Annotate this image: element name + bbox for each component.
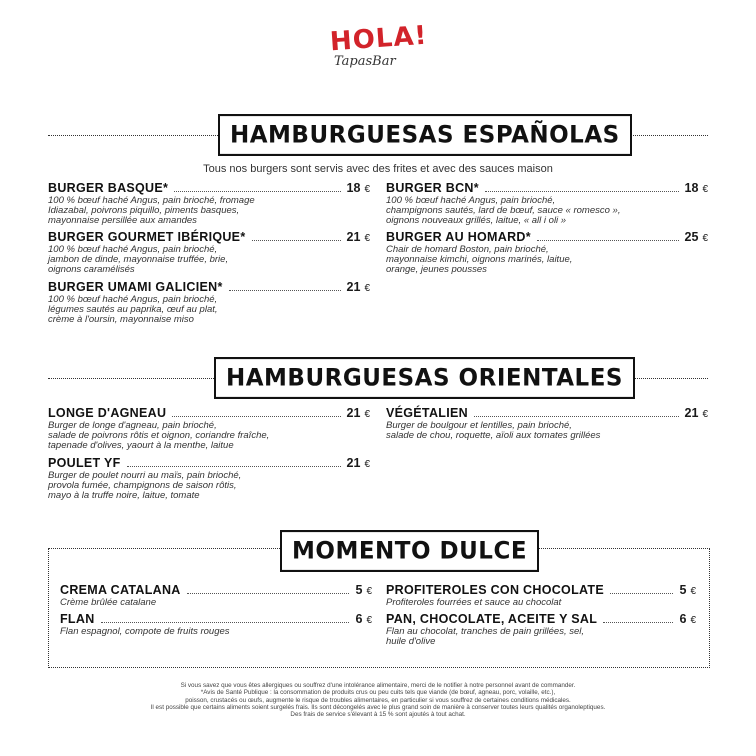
item-price: 21 € <box>346 280 370 294</box>
item-name: PROFITEROLES CON CHOCOLATE <box>386 583 604 597</box>
leader-dots <box>474 406 679 417</box>
item-name: FLAN <box>60 612 95 626</box>
item-description: Burger de longe d'agneau, pain brioché, salade de poivrons rôtis et oignon, coriandre fraîche, tapenade d'olives, yaourt à la menthe, laitue <box>48 420 270 451</box>
menu-item <box>386 181 708 226</box>
leader-dots <box>101 612 350 623</box>
leader-dots <box>603 612 673 623</box>
item-description: Burger de poulet nourri au maïs, pain brioché, provola fumée, champignons de saison rôtis, mayo à la truffe noire, laitue, tomate <box>48 470 242 501</box>
item-description: Flan au chocolat, tranches de pain grillées, sel, huile d'olive <box>386 626 585 647</box>
item-description: Crème brûlée catalane <box>60 597 157 608</box>
item-name: BURGER UMAMI GALICIEN* <box>48 280 223 294</box>
menu-item <box>48 406 370 451</box>
menu-item <box>386 612 696 647</box>
item-name: BURGER AU HOMARD* <box>386 230 531 244</box>
footer-line: poisson, crustacés ou œufs, augmente le risque de troubles alimentaires, en particulier si vous souffrez de certaines conditions médicales. <box>185 696 571 704</box>
menu-item <box>60 612 372 637</box>
footer-line: Si vous savez que vous êtes allergiques ou souffrez d'une intolérance alimentaire, merci de le notifier à notre personnel avant de commander. <box>180 682 576 689</box>
menu-item <box>60 583 372 608</box>
item-name: BURGER BCN* <box>386 181 479 195</box>
leader-dots <box>537 230 679 241</box>
leader-dots <box>174 181 340 192</box>
item-name: BURGER GOURMET IBÉRIQUE* <box>48 230 246 244</box>
menu-item <box>48 181 370 226</box>
logo <box>318 20 429 80</box>
item-price: 25 € <box>684 230 708 244</box>
leader-dots <box>485 181 679 192</box>
item-name: CREMA CATALANA <box>60 583 181 597</box>
item-name: BURGER BASQUE* <box>48 181 169 195</box>
item-price: 6 € <box>355 612 372 626</box>
logo-hola-text: HOLA! <box>329 20 429 58</box>
logo-tapas-text: TapasBar <box>334 54 396 69</box>
section-title-orientales: HAMBURGUESAS ORIENTALES <box>214 357 635 399</box>
item-price: 21 € <box>346 406 370 420</box>
item-price: 5 € <box>355 583 372 597</box>
menu-item <box>48 456 370 501</box>
leader-dots <box>610 583 673 594</box>
item-name: VÉGÉTALIEN <box>386 406 468 420</box>
leader-dots <box>172 406 340 417</box>
item-description: 100 % bœuf haché Angus, pain brioché, légumes sautés au paprika, œuf au plat, crème à l'oursin, mayonnaise miso <box>48 294 218 325</box>
footer-line: *Avis de Santé Publique : la consommation de produits crus ou peu cuits tels que viande (de bœuf, agneau, porc, volaille, etc.), <box>200 689 556 697</box>
item-description: 100 % bœuf haché Angus, pain brioché, champignons sautés, lard de bœuf, sauce « romesco », oignons nouveaux grillés, laitue, « all i oli » <box>386 195 621 226</box>
menu-item <box>386 583 696 608</box>
leader-dots <box>229 280 341 291</box>
item-price: 6 € <box>679 612 696 626</box>
item-description: Burger de boulgour et lentilles, pain brioché, salade de chou, roquette, aïoli aux tomates grillées <box>386 420 601 441</box>
item-name: POULET YF <box>48 456 121 470</box>
footer-notice <box>0 682 756 718</box>
section-title-espanolas: HAMBURGUESAS ESPAÑOLAS <box>218 114 632 156</box>
section-title-dulce: MOMENTO DULCE <box>280 530 539 572</box>
item-price: 21 € <box>684 406 708 420</box>
item-price: 21 € <box>346 230 370 244</box>
section-intro: Tous nos burgers sont servis avec des frites et avec des sauces maison <box>203 163 553 175</box>
item-description: Profiteroles fourrées et sauce au chocolat <box>386 597 562 608</box>
menu-item <box>48 280 370 325</box>
item-description: Chair de homard Boston, pain brioché, mayonnaise kimchi, oignons marinés, laitue, orange, jeunes pousses <box>386 244 573 275</box>
item-price: 5 € <box>679 583 696 597</box>
item-name: PAN, CHOCOLATE, ACEITE Y SAL <box>386 612 598 626</box>
menu-item <box>48 230 370 275</box>
leader-dots <box>127 456 341 467</box>
item-description: Flan espagnol, compote de fruits rouges <box>60 626 230 637</box>
menu-item <box>386 230 708 275</box>
item-price: 18 € <box>684 181 708 195</box>
item-price: 18 € <box>346 181 370 195</box>
item-price: 21 € <box>346 456 370 470</box>
leader-dots <box>187 583 350 594</box>
item-description: 100 % bœuf haché Angus, pain brioché, jambon de dinde, mayonnaise truffée, brie, oignons caramélisés <box>48 244 229 275</box>
footer-line: Il est possible que certains aliments soient surgelés frais. Ils sont décongelés avec le plus grand soin de manière à conserver toutes leurs qualités organoleptiques. <box>150 703 606 711</box>
footer-line: Des frais de service s'élevant à 15 % sont ajoutés à tout achat. <box>290 711 466 719</box>
item-description: 100 % bœuf haché Angus, pain brioché, fromage Idiazabal, poivrons piquillo, piments basques, mayonnaise persillée aux amandes <box>48 195 255 226</box>
item-name: LONGE D'AGNEAU <box>48 406 167 420</box>
menu-item <box>386 406 708 441</box>
leader-dots <box>252 230 341 241</box>
